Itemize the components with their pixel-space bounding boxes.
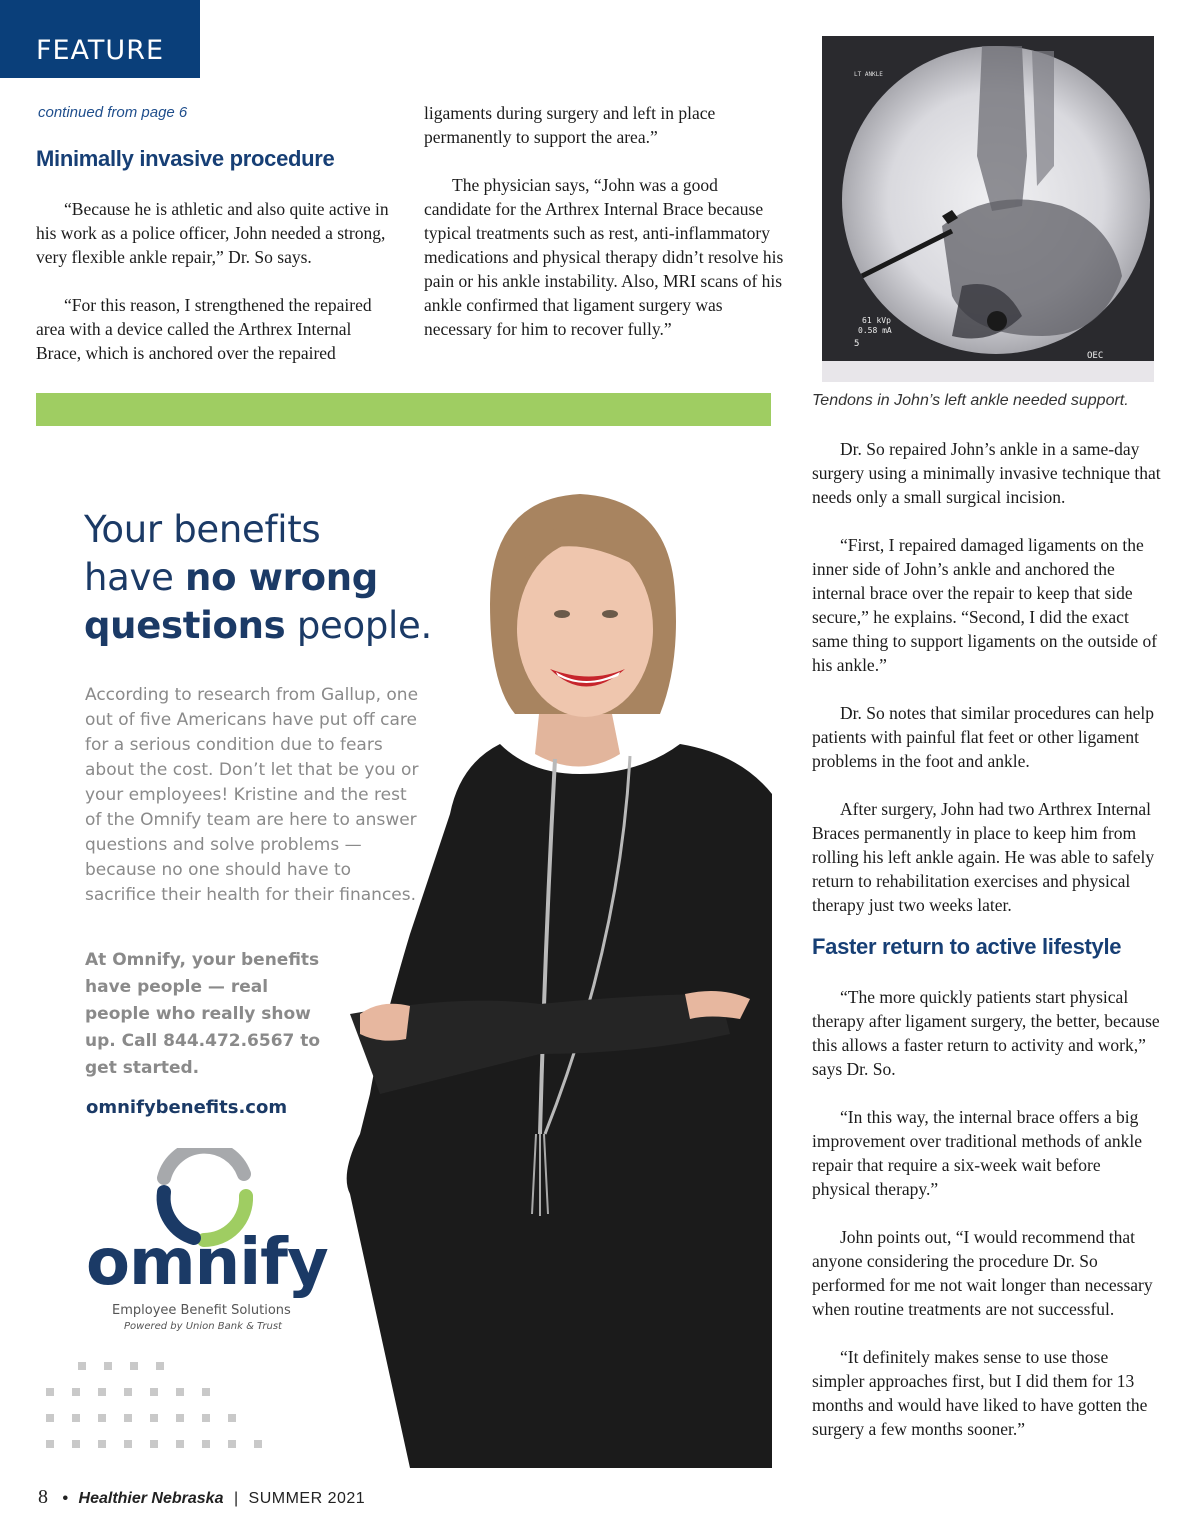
paragraph: John points out, “I would recommend that anyone considering the procedure Dr. So performed for me not wait longer than necessary when routine treatments are not successful. xyxy=(812,1227,1153,1319)
decorative-dot xyxy=(104,1362,112,1370)
decorative-dot xyxy=(98,1414,106,1422)
ad-call-to-action: At Omnify, your benefits have people — real people who really show up. Call 844.472.6567 to get started. xyxy=(85,950,321,1078)
xray-label-brand: OEC xyxy=(1087,351,1104,361)
xray-image xyxy=(822,36,1154,382)
paragraph: After surgery, John had two Arthrex Internal Braces permanently in place to keep him from rolling his left ankle again. He was able to safely return to rehabilitation exercises and physical therapy just two weeks later. xyxy=(812,799,1155,915)
page-footer xyxy=(38,1486,365,1509)
ankle-xray-photo xyxy=(822,36,1154,382)
decorative-dot xyxy=(156,1362,164,1370)
xray-label-ma: 0.58 mA xyxy=(858,326,892,335)
decorative-dot xyxy=(124,1388,132,1396)
decorative-dot xyxy=(46,1414,54,1422)
decorative-dot xyxy=(176,1388,184,1396)
decorative-dot xyxy=(130,1362,138,1370)
omnify-wordmark: omnify xyxy=(86,1226,328,1300)
paragraph: The physician says, “John was a good candidate for the Arthrex Internal Brace because typical treatments such as rest, anti-inflammatory medications and physical therapy didn’t resolve his pain or his ankle instability. Also, MRI scans of his ankle confirmed that ligament surgery was necessary for him to recover fully.” xyxy=(424,175,784,339)
xray-caption: Tendons in John’s left ankle needed support. xyxy=(812,392,1129,409)
woman-portrait-image xyxy=(340,494,772,1468)
paragraph: ligaments during surgery and left in place permanently to support the area.” xyxy=(424,103,716,147)
decorative-dot xyxy=(98,1440,106,1448)
paragraph: “First, I repaired damaged ligaments on the inner side of John’s ankle and anchored the internal brace over the repair to keep that side secure,” he explains. “Second, I did the exact same thing to support ligaments on the outside of his ankle.” xyxy=(812,535,1158,675)
section-heading-faster-return: Faster return to active lifestyle xyxy=(812,934,1122,959)
ad-headline-bold: no wrong xyxy=(185,556,378,599)
paragraph: “It definitely makes sense to use those simpler approaches first, but I did them for 13 months and would have liked to have gotten the surgery a few months sooner.” xyxy=(812,1347,1148,1439)
publication-name: Healthier Nebraska xyxy=(78,1490,224,1507)
paragraph: “For this reason, I strengthened the repaired area with a device called the Arthrex Internal Brace, which is anchored over the repaired xyxy=(36,295,372,363)
paragraph: “In this way, the internal brace offers a big improvement over traditional methods of ankle repair that require a six-week wait before physical therapy.” xyxy=(812,1107,1142,1199)
decorative-dot xyxy=(72,1440,80,1448)
decorative-dot xyxy=(176,1414,184,1422)
decorative-dot xyxy=(78,1362,86,1370)
omnify-tagline: Employee Benefit Solutions xyxy=(112,1303,291,1318)
decorative-dot xyxy=(46,1440,54,1448)
xray-label-top: LT ANKLE xyxy=(854,71,883,78)
decorative-dot xyxy=(124,1440,132,1448)
section-tab: FEATURE xyxy=(0,0,200,78)
decorative-dot xyxy=(46,1388,54,1396)
decorative-dot xyxy=(72,1414,80,1422)
page-number: 8 xyxy=(38,1486,48,1508)
middle-column-text xyxy=(424,101,784,365)
left-column-text xyxy=(36,197,396,389)
xray-label-num: 5 xyxy=(854,339,860,349)
decorative-dot xyxy=(150,1414,158,1422)
issue-label: SUMMER 2021 xyxy=(248,1490,366,1507)
decorative-dot xyxy=(202,1414,210,1422)
decorative-dot xyxy=(98,1388,106,1396)
decorative-dot xyxy=(150,1388,158,1396)
portrait-photo xyxy=(340,494,772,1468)
footer-bullet: • xyxy=(62,1490,69,1507)
footer-separator: | xyxy=(233,1490,239,1507)
paragraph: Dr. So notes that similar procedures can help patients with painful flat feet or other ligament problems in the foot and ankle. xyxy=(812,703,1154,771)
paragraph: Dr. So repaired John’s ankle in a same-day surgery using a minimally invasive technique that needs only a small surgical incision. xyxy=(812,439,1161,507)
decorative-dot xyxy=(176,1440,184,1448)
omnify-logo xyxy=(86,1148,336,1338)
right-column-text xyxy=(812,437,1162,941)
xray-label-kvp: 61 kVp xyxy=(862,316,891,325)
paragraph: “Because he is athletic and also quite active in his work as a police officer, John needed a strong, very flexible ankle repair,” Dr. So says. xyxy=(36,199,389,267)
ad-headline-text: have xyxy=(84,556,186,599)
decorative-dot xyxy=(202,1440,210,1448)
paragraph: “The more quickly patients start physical therapy after ligament surgery, the better, because this allows a faster return to activity and work,” says Dr. So. xyxy=(812,987,1160,1079)
right-column-text-2 xyxy=(812,985,1162,1465)
decorative-dot-grid xyxy=(46,1362,276,1462)
decorative-dot xyxy=(228,1440,236,1448)
ad-headline-text: people. xyxy=(285,604,432,647)
ad-website-link[interactable]: omnifybenefits.com xyxy=(86,1097,288,1118)
decorative-dot xyxy=(202,1388,210,1396)
ad-headline-line-1: Your benefits xyxy=(84,508,321,551)
omnify-powered-by: Powered by Union Bank & Trust xyxy=(124,1321,282,1332)
decorative-dot xyxy=(254,1440,262,1448)
ad-body-text: According to research from Gallup, one out of five Americans have put off care for a serious condition due to fears about the cost. Don’t let that be you or your employees! Kristine and the rest of the Omnify team are here to answer questions and solve problems — because no one should have to sacrifice their health for their finances. xyxy=(85,685,419,905)
section-heading-minimally-invasive: Minimally invasive procedure xyxy=(36,146,335,171)
decorative-dot xyxy=(72,1388,80,1396)
green-divider-bar xyxy=(36,393,771,426)
decorative-dot xyxy=(124,1414,132,1422)
ad-headline-bold: questions xyxy=(84,604,286,647)
continued-note: continued from page 6 xyxy=(38,104,188,121)
decorative-dot xyxy=(150,1440,158,1448)
decorative-dot xyxy=(228,1414,236,1422)
